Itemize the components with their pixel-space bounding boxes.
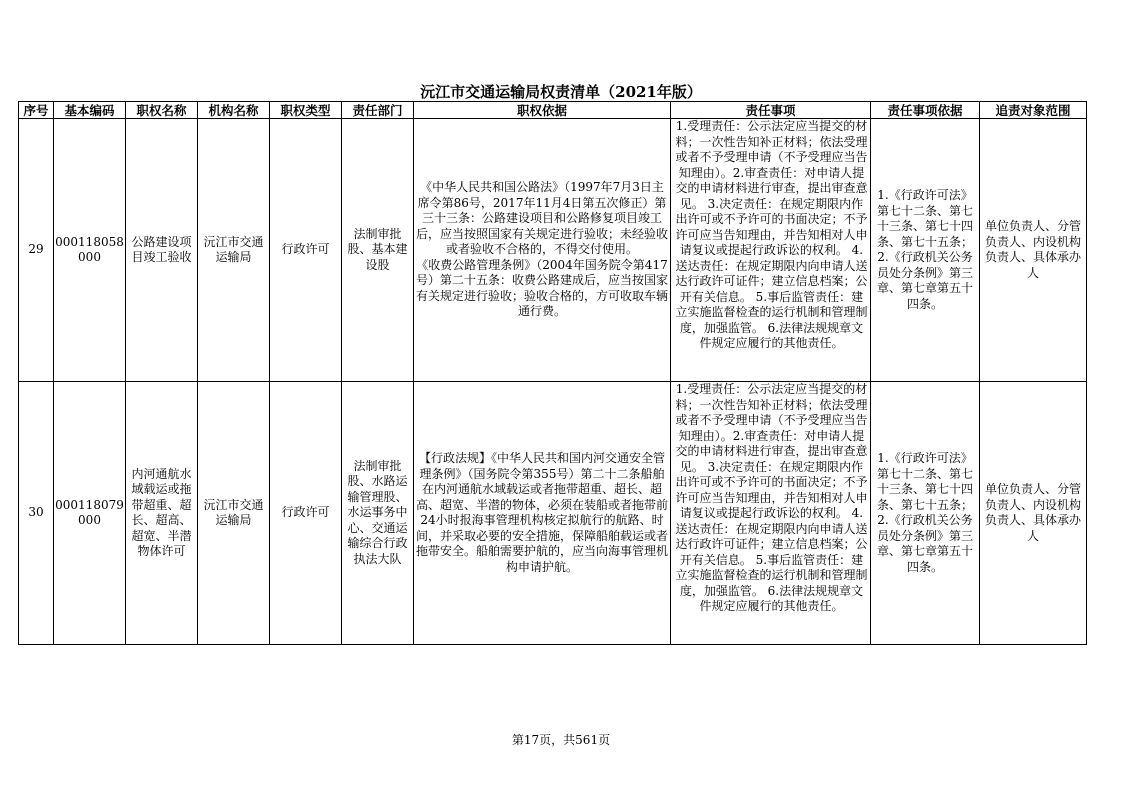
header-basis: 职权依据 — [414, 102, 671, 119]
cell-matters — [671, 382, 871, 645]
cell-name: 内河通航水域载运或拖带超重、超长、超高、超宽、半潜物体许可 — [126, 382, 198, 645]
page-number: 第17页，共561页 — [511, 733, 611, 747]
cell-basis — [414, 382, 671, 645]
document-title: 沅江市交通运输局权责清单（2021年版） — [420, 83, 702, 101]
cell-matters — [671, 119, 871, 382]
header-matters: 责任事项 — [671, 102, 871, 119]
table-header-row — [19, 102, 1087, 119]
cell-seq: 30 — [19, 382, 54, 645]
basis-paragraph: 《中华人民共和国公路法》（1997年7月3日主席令第86号，2017年11月4日第五次修正）第三十三条：公路建设项目和公路修复项目竣工后，应当按照国家有关规定进行验收；未经验收或者验收不合格的，不得交付使用。 — [415, 180, 668, 257]
cell-dept: 法制审批股、基本建设股 — [342, 119, 414, 382]
cell-type: 行政许可 — [270, 119, 342, 382]
cell-accountability: 单位负责人、分管负责人、内设机构负责人、具体承办人 — [980, 382, 1087, 645]
matters-text: 1.受理责任：公示法定应当提交的材料；一次性告知补正材料；依法受理或者不予受理申请（不予受理应当告知理由）。2.审查责任：对申请人提交的申请材料进行审查，提出审查意见。 3.决定责任：在规定期限内作出许可或不予许可的书面决定；不予许可应当告知理由，并告知相对人申请复议或提起行政诉讼的权利。 4.送达责任：在规定期限内向申请人送达行政许可证件；建立信息档案；公开有关信息。 5.事后监管责任：建立实施监督检查的运行机制和管理制度，加强监管。 6.法律法规规章文件规定应履行的其他责任。 — [675, 382, 868, 613]
basis-paragraph: 【行政法规】《中华人民共和国内河交通安全管理条例》（国务院令第355号）第二十二条船舶在内河通航水域载运或者拖带超重、超长、超高、超宽、半潜的物体，必须在装船或者拖带前24小时报海事管理机构核定拟航行的航路、时间，并采取必要的安全措施，保障船舶载运或者拖带安全。船舶需要护航的，应当向海事管理机构申请护航。 — [415, 451, 668, 574]
matters-text: 1.受理责任：公示法定应当提交的材料；一次性告知补正材料；依法受理或者不予受理申请（不予受理应当告知理由）。2.审查责任：对申请人提交的申请材料进行审查，提出审查意见。 3.决定责任：在规定期限内作出许可或不予许可的书面决定；不予许可应当告知理由，并告知相对人申请复议或提起行政诉讼的权利。 4.送达责任：在规定期限内向申请人送达行政许可证件；建立信息档案；公开有关信息。 5.事后监管责任：建立实施监督检查的运行机制和管理制度，加强监管。 6.法律法规规章文件规定应履行的其他责任。 — [675, 119, 868, 350]
cell-org: 沅江市交通运输局 — [198, 382, 270, 645]
header-type: 职权类型 — [270, 102, 342, 119]
header-name: 职权名称 — [126, 102, 198, 119]
duty-list-table — [18, 101, 1087, 645]
header-seq: 序号 — [19, 102, 54, 119]
header-dept: 责任部门 — [342, 102, 414, 119]
cell-code: 000118058000 — [54, 119, 126, 382]
cell-code: 000118079000 — [54, 382, 126, 645]
table-row — [19, 119, 1087, 382]
header-org: 机构名称 — [198, 102, 270, 119]
cell-basis — [414, 119, 671, 382]
cell-matter-basis: 1.《行政许可法》第七十二条、第七十三条、第七十四条、第七十五条；2.《行政机关公务员处分条例》第三章、第七章第五十四条。 — [871, 382, 980, 645]
cell-type: 行政许可 — [270, 382, 342, 645]
table-row — [19, 382, 1087, 645]
basis-paragraph: 《收费公路管理条例》（2004年国务院令第417号）第二十五条：收费公路建成后，应当按国家有关规定进行验收；验收合格的，方可收取车辆通行费。 — [415, 257, 668, 319]
header-accountability: 追责对象范围 — [980, 102, 1087, 119]
cell-accountability: 单位负责人、分管负责人、内设机构负责人、具体承办人 — [980, 119, 1087, 382]
cell-org: 沅江市交通运输局 — [198, 119, 270, 382]
header-matter-basis: 责任事项依据 — [871, 102, 980, 119]
cell-seq: 29 — [19, 119, 54, 382]
cell-name: 公路建设项目竣工验收 — [126, 119, 198, 382]
cell-dept: 法制审批股、水路运输管理股、水运事务中心、交通运输综合行政执法大队 — [342, 382, 414, 645]
cell-matter-basis: 1.《行政许可法》第七十二条、第七十三条、第七十四条、第七十五条；2.《行政机关公务员处分条例》第三章、第七章第五十四条。 — [871, 119, 980, 382]
header-code: 基本编码 — [54, 102, 126, 119]
